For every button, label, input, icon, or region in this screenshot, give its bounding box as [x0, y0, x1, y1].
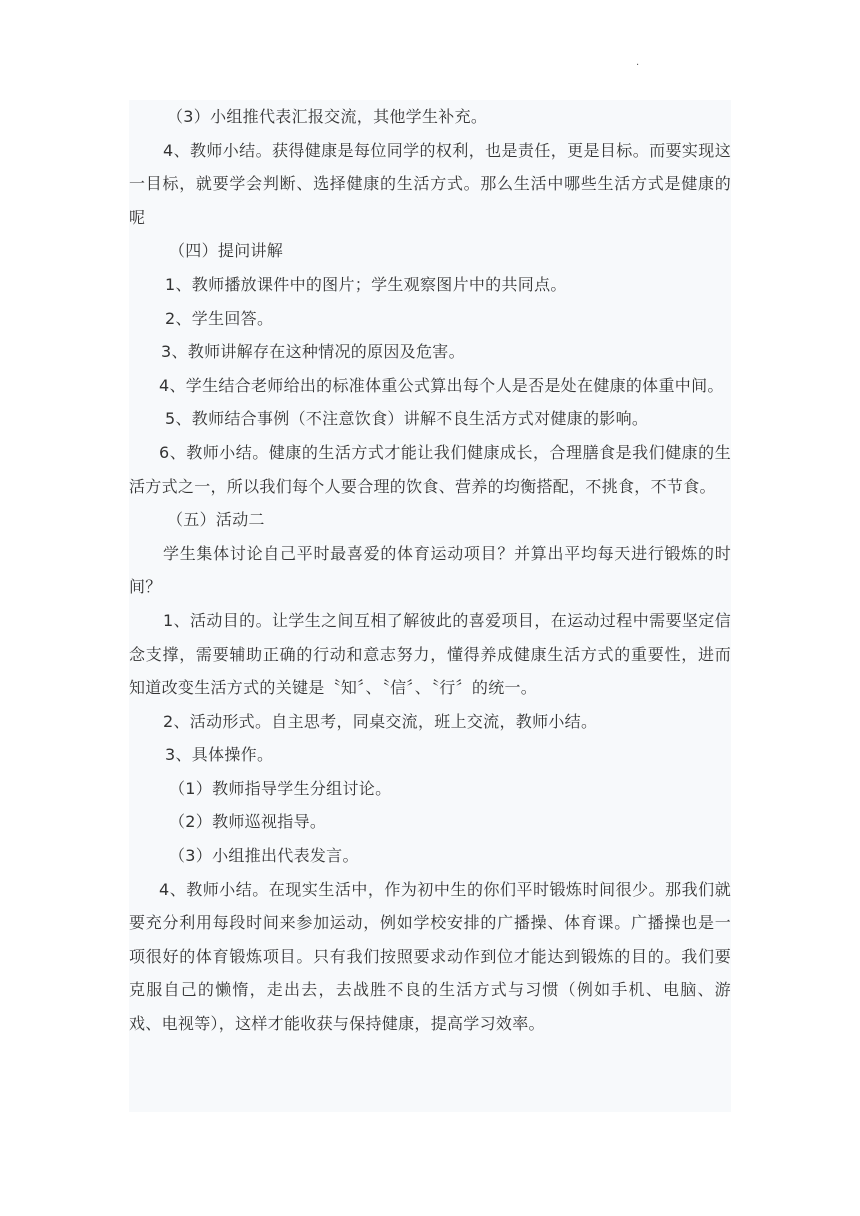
paragraph-step-5: 5、教师结合事例（不注意饮食）讲解不良生活方式对健康的影响。 [165, 409, 649, 429]
header-dot-mark: . [636, 57, 640, 68]
document-body [129, 100, 731, 1112]
section-heading-activity-2: （五）活动二 [167, 510, 265, 530]
paragraph-step-2: 2、学生回答。 [165, 308, 274, 328]
paragraph-operation-2: （2）教师巡视指导。 [169, 812, 327, 832]
paragraph-teacher-summary-2: 4、教师小结。在现实生活中，作为初中生的你们平时锻炼时间很少。那我们就要充分利用每段时间来参加运动，例如学校安排的广播操、体育课。广播操也是一项很好的体育锻炼项目。只有我们按照要求动作到位才能达到锻炼的目的。我们要克服自己的懒惰，走出去，去战胜不良的生活方式与习惯（例如手机、电脑、游戏、电视等），这样才能收获与保持健康，提高学习效率。 [129, 879, 731, 1034]
paragraph-group-report: （3）小组推代表汇报交流，其他学生补充。 [167, 107, 488, 126]
paragraph-activity-purpose: 1、活动目的。让学生之间互相了解彼此的喜爱项目，在运动过程中需要坚定信念支撑，需要辅助正确的行动和意志努力，懂得养成健康生活方式的重要性，进而知道改变生活方式的关键是〝知〞、〝信〞、〝行〞的统一。 [129, 610, 731, 698]
section-heading-questions: （四）提问讲解 [169, 241, 284, 261]
paragraph-activity-form: 2、活动形式。自主思考，同桌交流，班上交流，教师小结。 [163, 711, 598, 731]
paragraph-activity-intro: 学生集体讨论自己平时最喜爱的体育运动项目？并算出平均每天进行锻炼的时间？ [129, 543, 731, 597]
paragraph-step-4: 4、学生结合老师给出的标准体重公式算出每个人是否是处在健康的体重中间。 [159, 375, 724, 395]
paragraph-step-6: 6、教师小结。健康的生活方式才能让我们健康成长，合理膳食是我们健康的生活方式之一，所以我们每个人要合理的饮食、营养的均衡搭配，不挑食，不节食。 [129, 442, 731, 496]
paragraph-activity-operation: 3、具体操作。 [165, 745, 274, 765]
paragraph-step-1: 1、教师播放课件中的图片；学生观察图片中的共同点。 [165, 274, 567, 294]
paragraph-step-3: 3、教师讲解存在这种情况的原因及危害。 [161, 342, 465, 362]
paragraph-operation-1: （1）教师指导学生分组讨论。 [169, 778, 392, 798]
paragraph-teacher-summary-1: 4、教师小结。获得健康是每位同学的权利，也是责任，更是目标。而要实现这一目标，就要学会判断、选择健康的生活方式。那么生活中哪些生活方式是健康的呢 [129, 140, 731, 227]
paragraph-operation-3: （3）小组推出代表发言。 [169, 846, 359, 866]
